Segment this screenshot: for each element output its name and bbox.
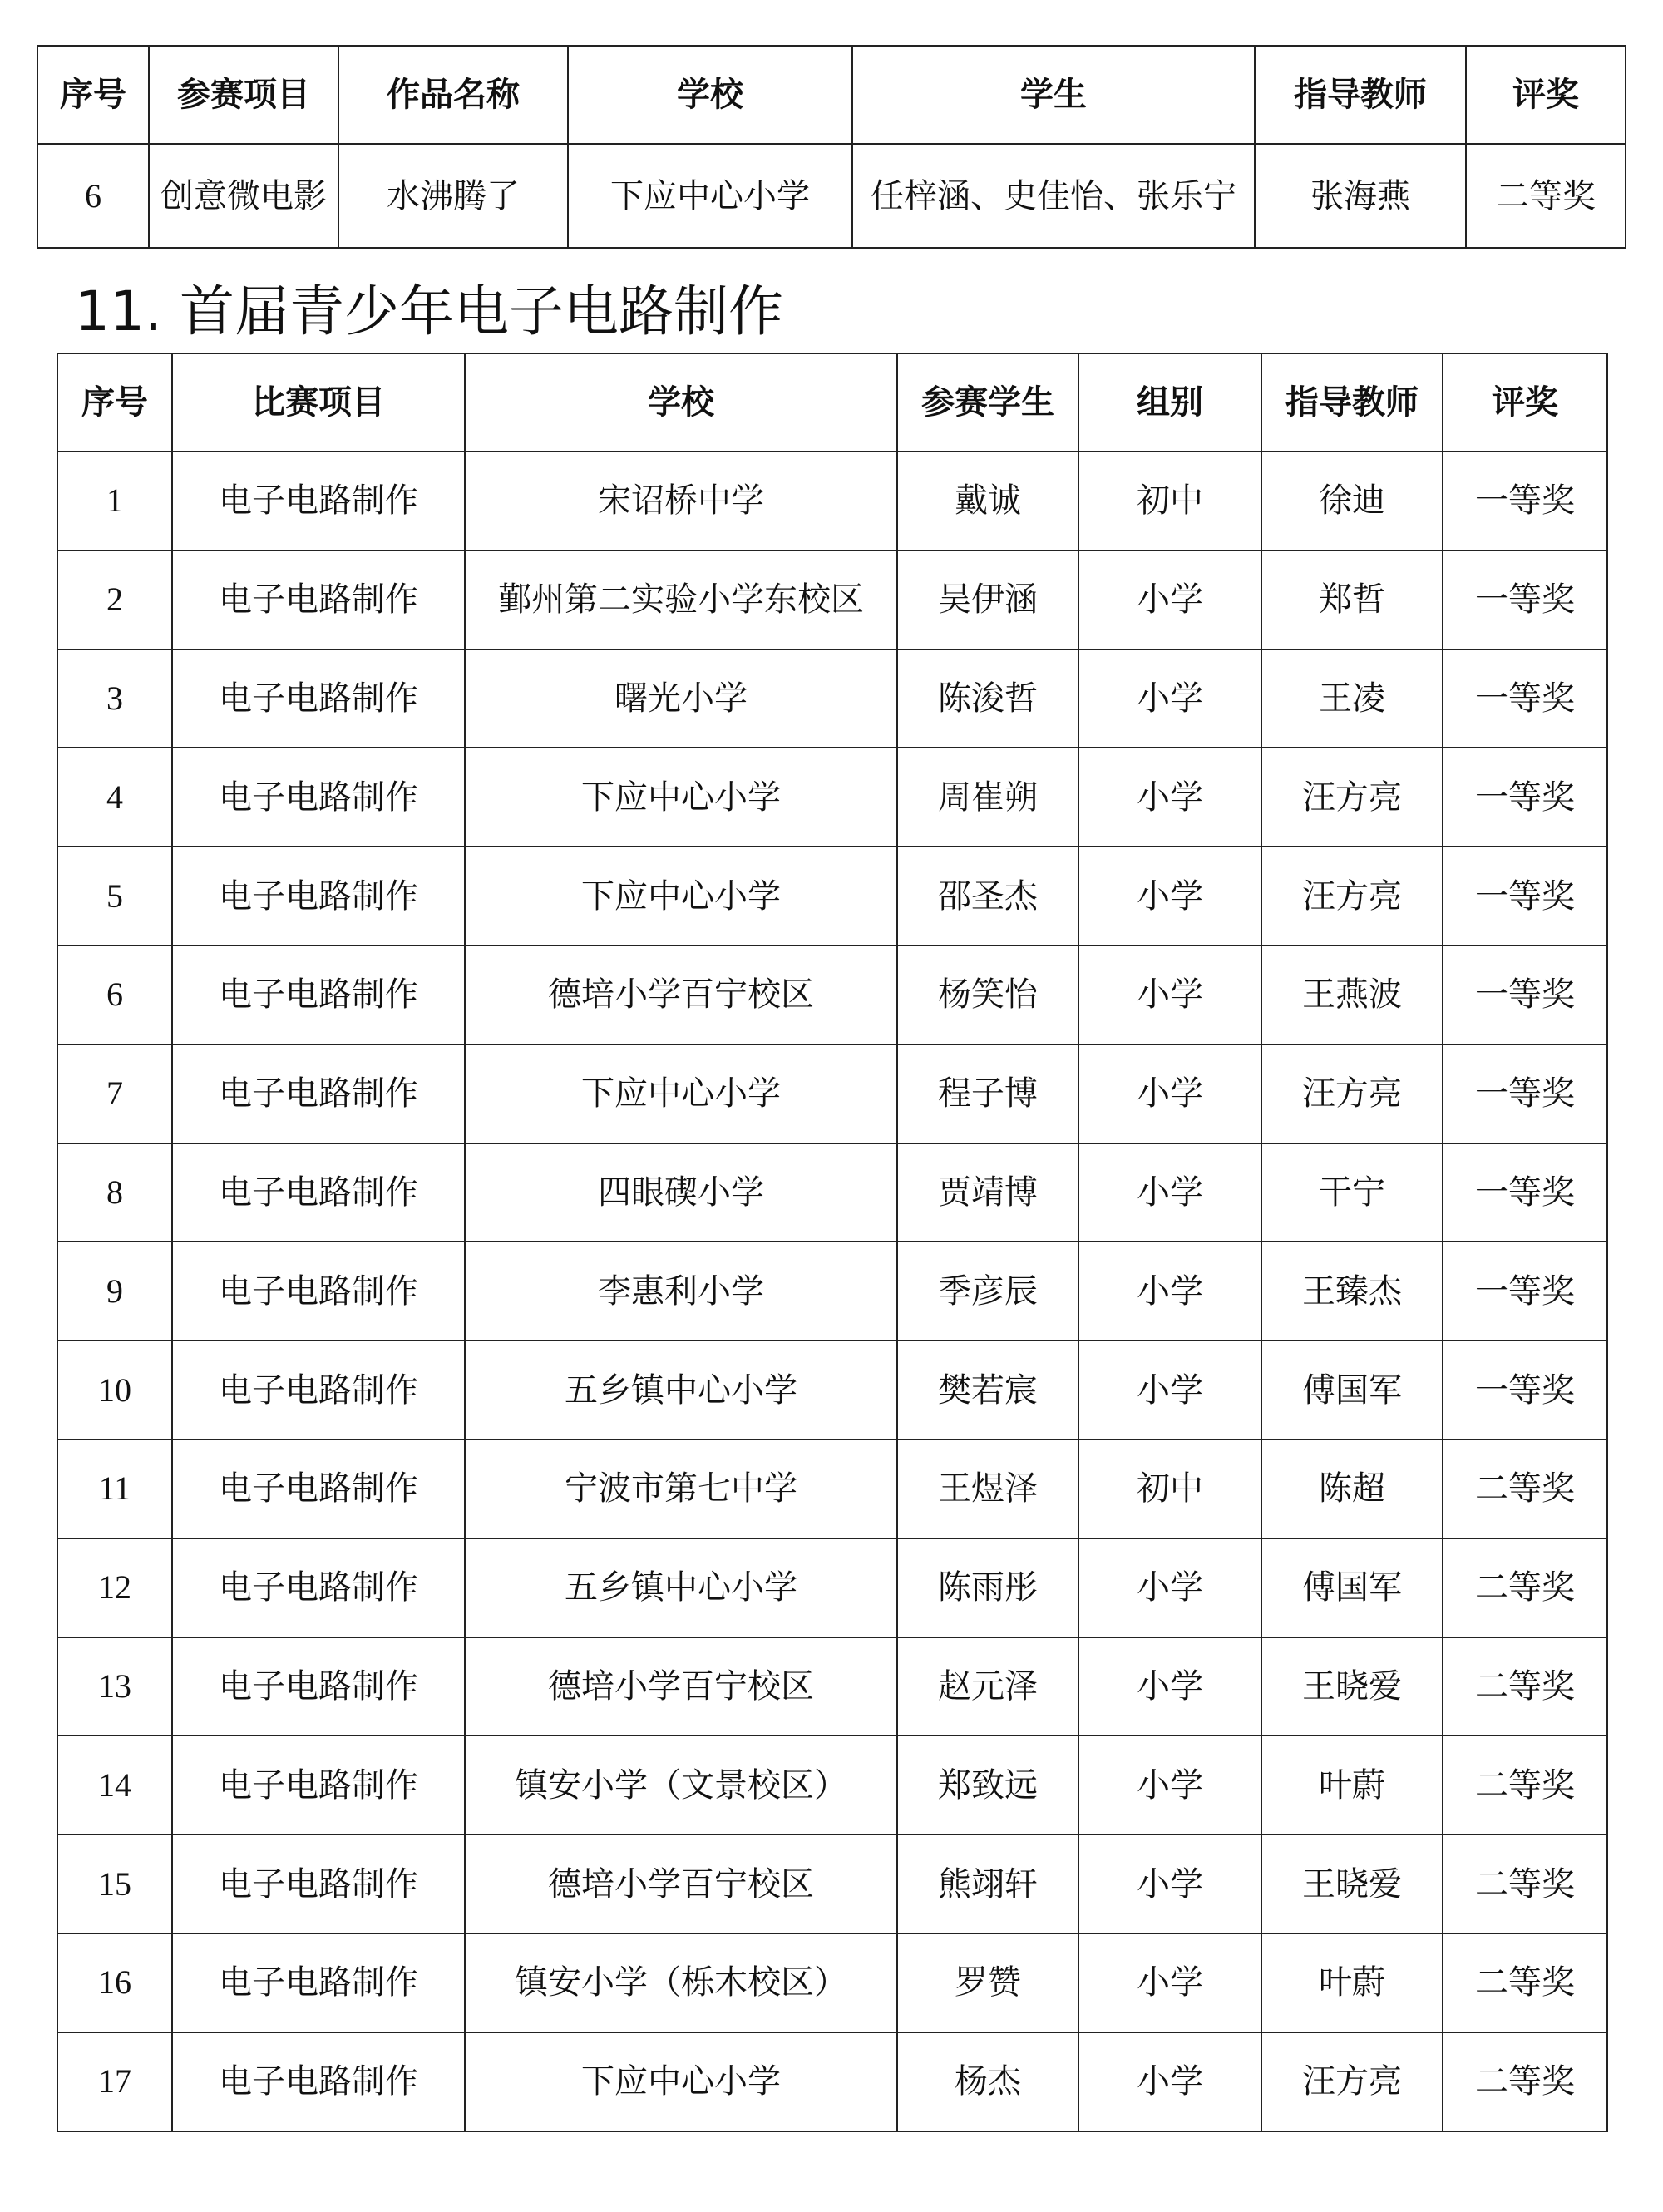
cell-teacher: 傅国军 (1261, 1341, 1443, 1439)
cell-group: 初中 (1078, 452, 1261, 551)
cell-teacher: 傅国军 (1261, 1538, 1443, 1637)
cell-index: 17 (57, 2032, 172, 2131)
cell-group: 小学 (1078, 649, 1261, 748)
cell-school: 德培小学百宁校区 (465, 946, 897, 1044)
cell-award: 二等奖 (1443, 1538, 1607, 1637)
cell-competition: 电子电路制作 (172, 1637, 465, 1736)
cell-teacher: 郑哲 (1261, 551, 1443, 649)
cell-teacher: 叶蔚 (1261, 1933, 1443, 2032)
cell-student: 杨笑怡 (897, 946, 1078, 1044)
cell-index: 6 (37, 144, 149, 248)
cell-school: 四眼碶小学 (465, 1143, 897, 1242)
cell-index: 6 (57, 946, 172, 1044)
cell-award: 二等奖 (1466, 144, 1626, 248)
cell-student: 季彦辰 (897, 1242, 1078, 1341)
cell-student: 贾靖博 (897, 1143, 1078, 1242)
cell-award: 二等奖 (1443, 1736, 1607, 1834)
cell-award: 一等奖 (1443, 748, 1607, 847)
cell-group: 小学 (1078, 748, 1261, 847)
cell-award: 二等奖 (1443, 2032, 1607, 2131)
cell-group: 小学 (1078, 1933, 1261, 2032)
cell-teacher: 干宁 (1261, 1143, 1443, 1242)
cell-student: 周崔朔 (897, 748, 1078, 847)
cell-award: 一等奖 (1443, 1242, 1607, 1341)
cell-group: 小学 (1078, 1341, 1261, 1439)
cell-index: 7 (57, 1044, 172, 1143)
cell-teacher: 陈超 (1261, 1439, 1443, 1538)
cell-group: 小学 (1078, 1834, 1261, 1933)
cell-group: 小学 (1078, 551, 1261, 649)
cell-index: 3 (57, 649, 172, 748)
table-row (57, 1242, 1607, 1341)
header-student: 参赛学生 (897, 353, 1078, 452)
cell-competition: 电子电路制作 (172, 1933, 465, 2032)
cell-school: 李惠利小学 (465, 1242, 897, 1341)
cell-school: 镇安小学（栎木校区） (465, 1933, 897, 2032)
cell-student: 陈雨彤 (897, 1538, 1078, 1637)
header-school: 学校 (465, 353, 897, 452)
cell-school: 下应中心小学 (465, 1044, 897, 1143)
cell-teacher: 王晓爱 (1261, 1637, 1443, 1736)
header-competition: 比赛项目 (172, 353, 465, 452)
cell-competition: 电子电路制作 (172, 1736, 465, 1834)
table-header-row (37, 46, 1626, 144)
cell-index: 2 (57, 551, 172, 649)
table-row (57, 748, 1607, 847)
cell-group: 小学 (1078, 1538, 1261, 1637)
cell-index: 14 (57, 1736, 172, 1834)
table-header-row (57, 353, 1607, 452)
cell-competition: 电子电路制作 (172, 946, 465, 1044)
cell-competition: 电子电路制作 (172, 748, 465, 847)
cell-school: 宁波市第七中学 (465, 1439, 897, 1538)
cell-award: 一等奖 (1443, 452, 1607, 551)
cell-group: 小学 (1078, 946, 1261, 1044)
cell-competition: 电子电路制作 (172, 1242, 465, 1341)
cell-student: 郑致远 (897, 1736, 1078, 1834)
cell-school: 宋诏桥中学 (465, 452, 897, 551)
cell-school: 五乡镇中心小学 (465, 1538, 897, 1637)
cell-student: 樊若宸 (897, 1341, 1078, 1439)
table-row (37, 144, 1626, 248)
cell-students: 任梓涵、史佳怡、张乐宁 (852, 144, 1255, 248)
table-row (57, 551, 1607, 649)
cell-competition: 电子电路制作 (172, 649, 465, 748)
table-row (57, 946, 1607, 1044)
cell-school: 下应中心小学 (465, 748, 897, 847)
table-row (57, 1834, 1607, 1933)
cell-student: 罗赞 (897, 1933, 1078, 2032)
cell-project: 创意微电影 (149, 144, 338, 248)
cell-competition: 电子电路制作 (172, 1143, 465, 1242)
cell-index: 1 (57, 452, 172, 551)
cell-school: 下应中心小学 (465, 2032, 897, 2131)
cell-teacher: 张海燕 (1255, 144, 1466, 248)
cell-student: 熊翊轩 (897, 1834, 1078, 1933)
cell-teacher: 王晓爱 (1261, 1834, 1443, 1933)
cell-index: 13 (57, 1637, 172, 1736)
header-teacher: 指导教师 (1255, 46, 1466, 144)
header-index: 序号 (57, 353, 172, 452)
header-work-title: 作品名称 (338, 46, 568, 144)
cell-group: 小学 (1078, 1044, 1261, 1143)
cell-teacher: 汪方亮 (1261, 748, 1443, 847)
cell-student: 程子博 (897, 1044, 1078, 1143)
header-award: 评奖 (1466, 46, 1626, 144)
cell-award: 一等奖 (1443, 946, 1607, 1044)
header-index: 序号 (37, 46, 149, 144)
cell-award: 二等奖 (1443, 1439, 1607, 1538)
cell-competition: 电子电路制作 (172, 1834, 465, 1933)
cell-group: 初中 (1078, 1439, 1261, 1538)
cell-competition: 电子电路制作 (172, 847, 465, 946)
cell-competition: 电子电路制作 (172, 2032, 465, 2131)
cell-index: 16 (57, 1933, 172, 2032)
award-table-previous (37, 45, 1626, 249)
cell-index: 12 (57, 1538, 172, 1637)
cell-index: 15 (57, 1834, 172, 1933)
cell-award: 二等奖 (1443, 1834, 1607, 1933)
cell-group: 小学 (1078, 1736, 1261, 1834)
table-row (57, 1637, 1607, 1736)
table-row (57, 1736, 1607, 1834)
cell-group: 小学 (1078, 847, 1261, 946)
table-row (57, 1044, 1607, 1143)
cell-competition: 电子电路制作 (172, 1538, 465, 1637)
table-row (57, 1538, 1607, 1637)
cell-index: 9 (57, 1242, 172, 1341)
table-row (57, 649, 1607, 748)
cell-teacher: 徐迪 (1261, 452, 1443, 551)
cell-student: 吴伊涵 (897, 551, 1078, 649)
cell-award: 一等奖 (1443, 649, 1607, 748)
cell-group: 小学 (1078, 1242, 1261, 1341)
cell-school: 德培小学百宁校区 (465, 1637, 897, 1736)
cell-award: 二等奖 (1443, 1637, 1607, 1736)
header-award: 评奖 (1443, 353, 1607, 452)
cell-award: 一等奖 (1443, 847, 1607, 946)
cell-student: 邵圣杰 (897, 847, 1078, 946)
cell-teacher: 王臻杰 (1261, 1242, 1443, 1341)
cell-teacher: 汪方亮 (1261, 847, 1443, 946)
table-body (57, 452, 1607, 2131)
table-row (57, 1143, 1607, 1242)
cell-school: 下应中心小学 (568, 144, 852, 248)
cell-index: 10 (57, 1341, 172, 1439)
cell-student: 王煜泽 (897, 1439, 1078, 1538)
cell-school: 曙光小学 (465, 649, 897, 748)
cell-group: 小学 (1078, 1637, 1261, 1736)
cell-index: 5 (57, 847, 172, 946)
cell-competition: 电子电路制作 (172, 551, 465, 649)
table-row (57, 1933, 1607, 2032)
cell-teacher: 汪方亮 (1261, 1044, 1443, 1143)
table-row (57, 2032, 1607, 2131)
cell-student: 赵元泽 (897, 1637, 1078, 1736)
cell-teacher: 王燕波 (1261, 946, 1443, 1044)
cell-teacher: 汪方亮 (1261, 2032, 1443, 2131)
cell-index: 8 (57, 1143, 172, 1242)
award-table-electronics (57, 353, 1608, 2132)
cell-work-title: 水沸腾了 (338, 144, 568, 248)
cell-index: 11 (57, 1439, 172, 1538)
header-students: 学生 (852, 46, 1255, 144)
cell-competition: 电子电路制作 (172, 1341, 465, 1439)
section-title: 11. 首届青少年电子电路制作 (75, 279, 783, 343)
cell-school: 鄞州第二实验小学东校区 (465, 551, 897, 649)
cell-group: 小学 (1078, 2032, 1261, 2131)
cell-student: 陈浚哲 (897, 649, 1078, 748)
cell-competition: 电子电路制作 (172, 452, 465, 551)
table-row (57, 1341, 1607, 1439)
table-row (57, 1439, 1607, 1538)
cell-award: 一等奖 (1443, 1044, 1607, 1143)
header-project: 参赛项目 (149, 46, 338, 144)
cell-competition: 电子电路制作 (172, 1439, 465, 1538)
cell-student: 杨杰 (897, 2032, 1078, 2131)
table-row (57, 847, 1607, 946)
cell-teacher: 王凌 (1261, 649, 1443, 748)
cell-school: 德培小学百宁校区 (465, 1834, 897, 1933)
cell-group: 小学 (1078, 1143, 1261, 1242)
header-school: 学校 (568, 46, 852, 144)
cell-award: 一等奖 (1443, 1143, 1607, 1242)
cell-award: 二等奖 (1443, 1933, 1607, 2032)
cell-school: 五乡镇中心小学 (465, 1341, 897, 1439)
cell-school: 下应中心小学 (465, 847, 897, 946)
cell-student: 戴诚 (897, 452, 1078, 551)
cell-competition: 电子电路制作 (172, 1044, 465, 1143)
cell-index: 4 (57, 748, 172, 847)
cell-award: 一等奖 (1443, 1341, 1607, 1439)
table-row (57, 452, 1607, 551)
cell-award: 一等奖 (1443, 551, 1607, 649)
cell-school: 镇安小学（文景校区） (465, 1736, 897, 1834)
cell-teacher: 叶蔚 (1261, 1736, 1443, 1834)
header-group: 组别 (1078, 353, 1261, 452)
header-teacher: 指导教师 (1261, 353, 1443, 452)
